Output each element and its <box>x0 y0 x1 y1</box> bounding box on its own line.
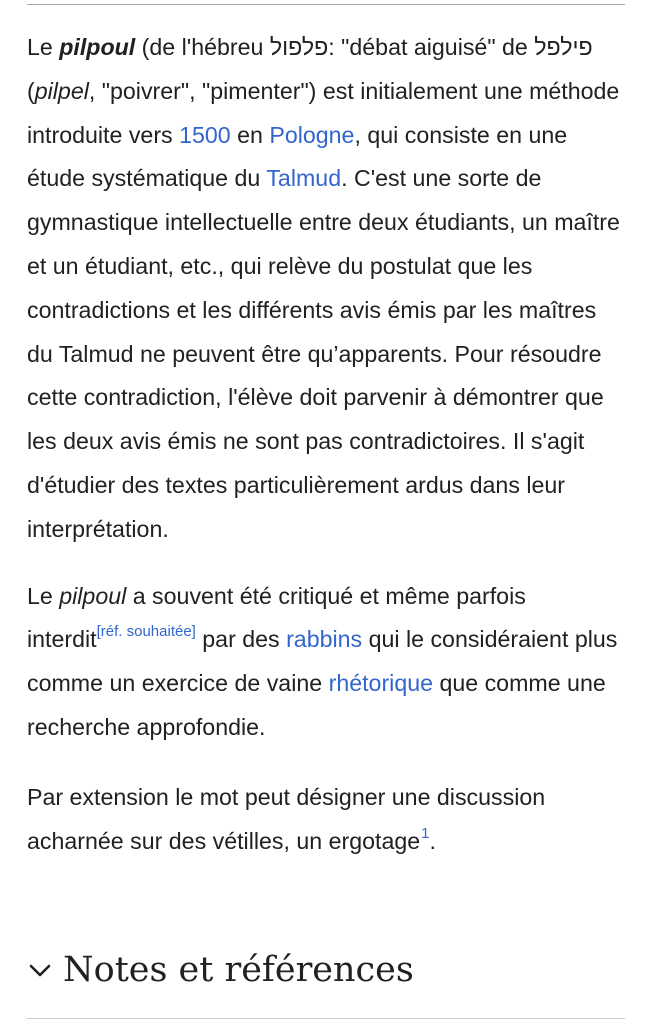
link-rabbins[interactable]: rabbins <box>286 626 363 653</box>
paragraph-2 <box>27 575 627 750</box>
text: Le <box>27 582 60 609</box>
link-1500[interactable]: 1500 <box>179 121 231 148</box>
link-talmud[interactable]: Talmud <box>266 165 342 192</box>
bottom-divider <box>27 1018 625 1019</box>
text: . C'est une sorte de gymnastique intellectuelle entre deux étudiants, un maître et un étudiant, etc., qui relève du postulat que les contradictions et les différents avis émis par les maîtres du Talmud ne peuvent être qu’apparents. Pour résoudre cette contradiction, l'élève doit parvenir à démontrer que les deux avis émis ne sont pas contradictoires. Il s'agit d'étudier des textes particulièrement ardus dans leur interprétation. <box>27 165 620 542</box>
paragraph-1 <box>27 26 627 552</box>
text: Le <box>27 34 60 60</box>
section-notes-references[interactable] <box>27 940 627 1000</box>
chevron-down-icon <box>27 958 53 984</box>
article-body <box>27 26 627 863</box>
text: . <box>429 827 436 854</box>
text: ( <box>27 77 35 104</box>
term-pilpoul: pilpoul <box>59 34 136 60</box>
text: (de l'hébreu <box>135 34 270 60</box>
hebrew-word-pilpoul: פלפול <box>269 34 329 60</box>
citation-needed-link[interactable]: [réf. souhaitée] <box>96 623 196 641</box>
link-rhetorique[interactable]: rhétorique <box>328 670 434 697</box>
hebrew-word-pilpel: פילפל <box>534 34 593 60</box>
text: , qui consiste en une étude systématique du <box>27 121 568 192</box>
text: en <box>230 121 270 148</box>
paragraph-3 <box>27 776 627 864</box>
term-pilpel: pilpel <box>34 77 89 104</box>
section-title: Notes et références <box>63 950 414 990</box>
footnote-1-link[interactable]: 1 <box>421 824 430 842</box>
text: Par extension le mot peut désigner une discussion acharnée sur des vétilles, un ergotage <box>27 783 546 854</box>
text: qui le considéraient plus comme un exercice de vaine <box>27 626 618 697</box>
text: a souvent été critiqué et même parfois interdit <box>27 582 526 653</box>
link-pologne[interactable]: Pologne <box>269 121 355 148</box>
top-divider <box>27 4 625 5</box>
text: que comme une recherche approfondie. <box>27 670 606 740</box>
text: : "débat aiguisé" de <box>328 34 535 60</box>
text: par des <box>195 626 287 653</box>
term-pilpoul: pilpoul <box>59 582 127 609</box>
text: , "poivrer", "pimenter") est initialement une méthode introduite vers <box>27 77 620 148</box>
